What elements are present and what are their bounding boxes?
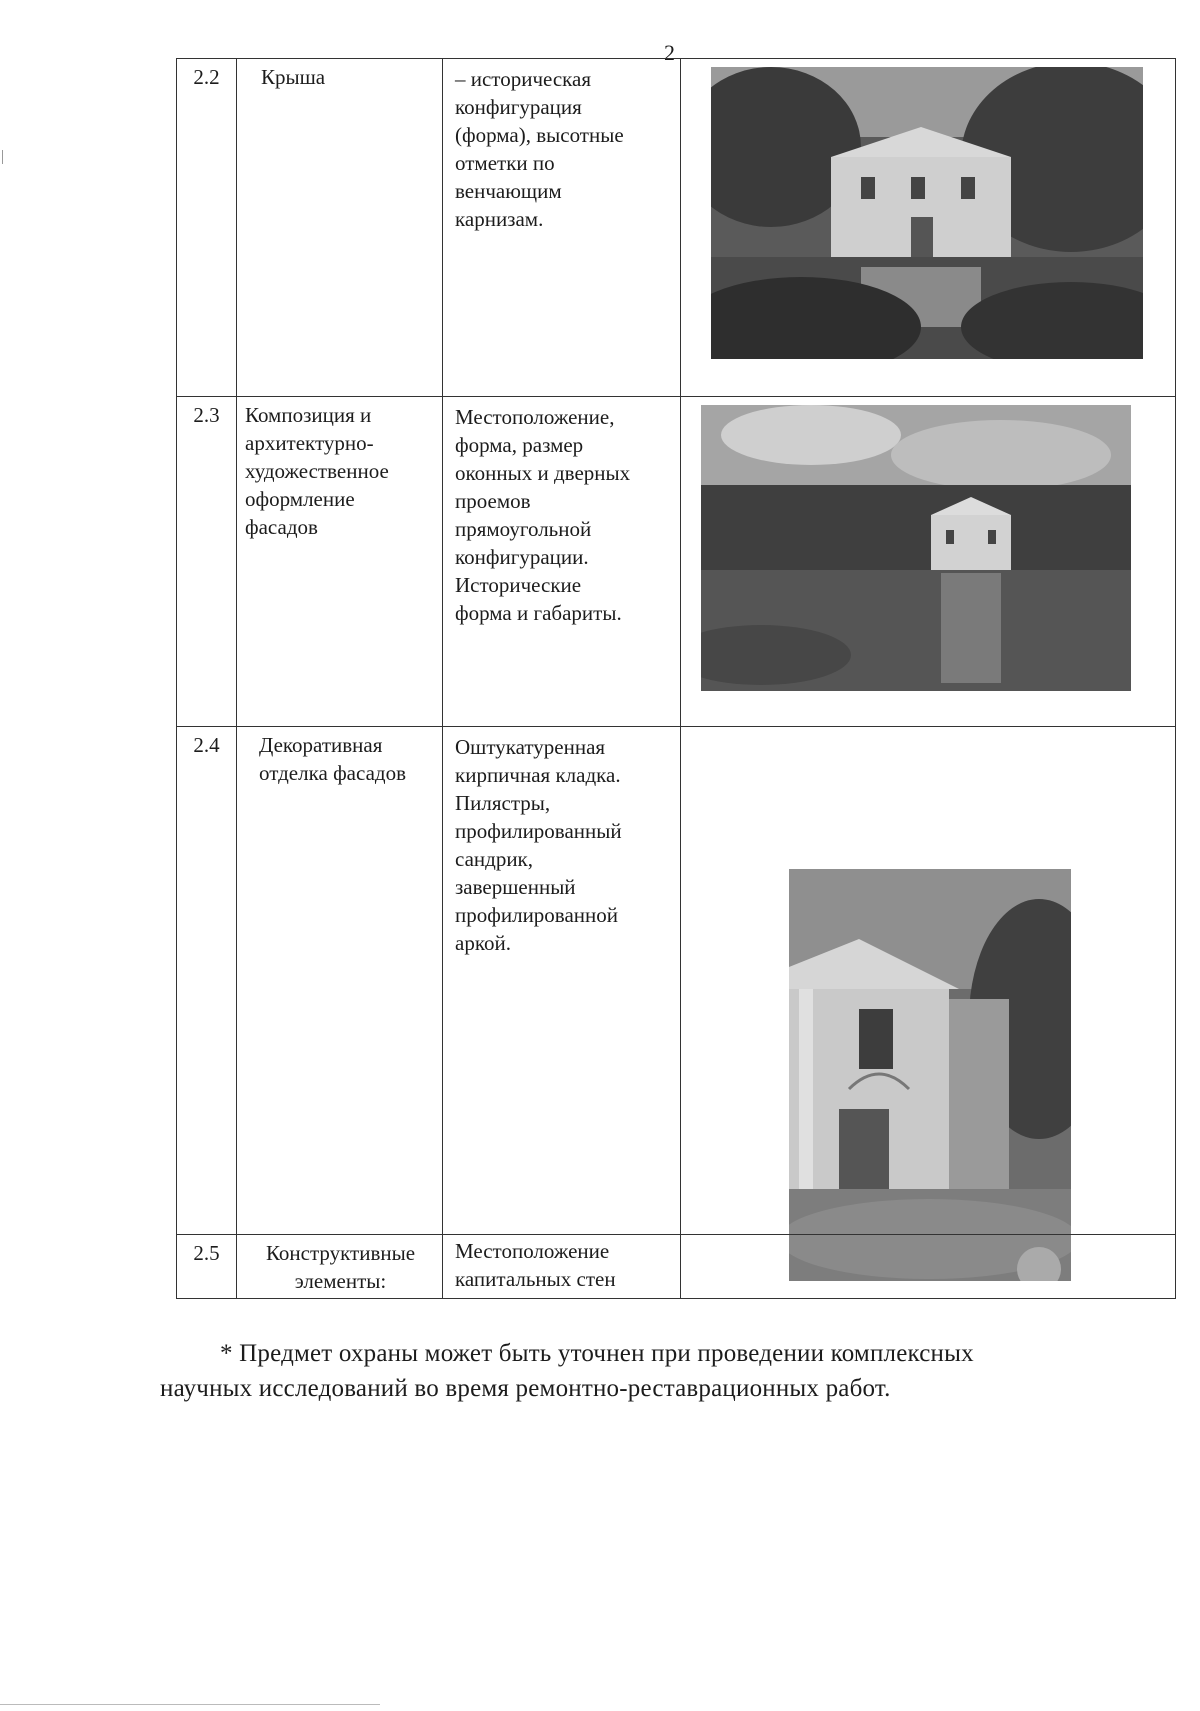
element-name-line: Крыша — [261, 65, 326, 89]
element-name — [236, 727, 442, 1235]
description-line: Оштукатуренная — [455, 735, 606, 759]
element-name-line: Композиция и — [245, 403, 372, 427]
description-line: – историческая — [455, 67, 592, 91]
element-description — [442, 397, 680, 727]
element-name-line: фасадов — [245, 515, 318, 539]
description-line: проемов — [455, 489, 531, 513]
table-row-2-4 — [176, 726, 1176, 1235]
element-name-line: Декоративная — [259, 733, 383, 757]
photo-cell — [680, 397, 1176, 727]
element-description — [442, 727, 680, 1235]
photo-cell — [680, 59, 1176, 397]
description-line: Пилястры, — [455, 791, 551, 815]
description-line: Исторические — [455, 573, 582, 597]
footnote-line: научных исследований во время ремонтно-реставрационных работ. — [160, 1375, 891, 1402]
description-line: аркой. — [455, 931, 511, 955]
table-row-2-5 — [176, 1234, 1176, 1299]
row-number: 2.2 — [176, 59, 236, 397]
row-number: 2.3 — [176, 397, 236, 727]
element-name-line: Конструктивные — [265, 1241, 416, 1265]
description-line: отметки по — [455, 151, 555, 175]
scan-edge-mark — [2, 150, 3, 164]
description-line: оконных и дверных — [455, 461, 631, 485]
description-line: венчающим — [455, 179, 562, 203]
description-line: прямоугольной — [455, 517, 592, 541]
page-number: 2 — [664, 40, 675, 65]
scan-edge-mark — [0, 1704, 380, 1705]
description-line: карнизам. — [455, 207, 544, 231]
building-photo-facade-composition — [701, 405, 1131, 691]
description-line: Местоположение, — [455, 405, 615, 429]
description-line: Местоположение — [455, 1239, 610, 1263]
description-line: (форма), высотные — [455, 123, 624, 147]
row-number: 2.5 — [176, 1235, 236, 1299]
description-line: форма и габариты. — [455, 601, 622, 625]
element-name-line: элементы: — [294, 1269, 387, 1293]
element-name-line: отделка фасадов — [259, 761, 406, 785]
description-line: профилированной — [455, 903, 618, 927]
description-line: конфигурации. — [455, 545, 589, 569]
element-name-line: художественное — [245, 459, 389, 483]
table-row-2-2 — [176, 58, 1176, 397]
photo-cell — [680, 727, 1176, 1235]
description-line: конфигурация — [455, 95, 582, 119]
description-line: профилированный — [455, 819, 622, 843]
building-photo-decoration — [789, 869, 1071, 1281]
description-line: форма, размер — [455, 433, 584, 457]
table-bottom-border — [176, 1298, 1176, 1299]
footnote — [160, 1336, 1100, 1406]
element-name-line: оформление — [245, 487, 355, 511]
description-line: сандрик, — [455, 847, 534, 871]
element-name — [236, 59, 442, 397]
element-name-line: архитектурно- — [245, 431, 374, 455]
photo-cell — [680, 1235, 1176, 1299]
element-name — [236, 397, 442, 727]
description-line: кирпичная кладка. — [455, 763, 621, 787]
row-number: 2.4 — [176, 727, 236, 1235]
footnote-line: * Предмет охраны может быть уточнен при проведении комплексных — [220, 1340, 974, 1367]
element-description — [442, 1235, 680, 1299]
description-line: завершенный — [455, 875, 576, 899]
element-description — [442, 59, 680, 397]
element-name — [236, 1235, 442, 1299]
building-photo-roof — [711, 67, 1143, 359]
description-line: капитальных стен — [455, 1267, 616, 1291]
table-row-2-3 — [176, 396, 1176, 727]
